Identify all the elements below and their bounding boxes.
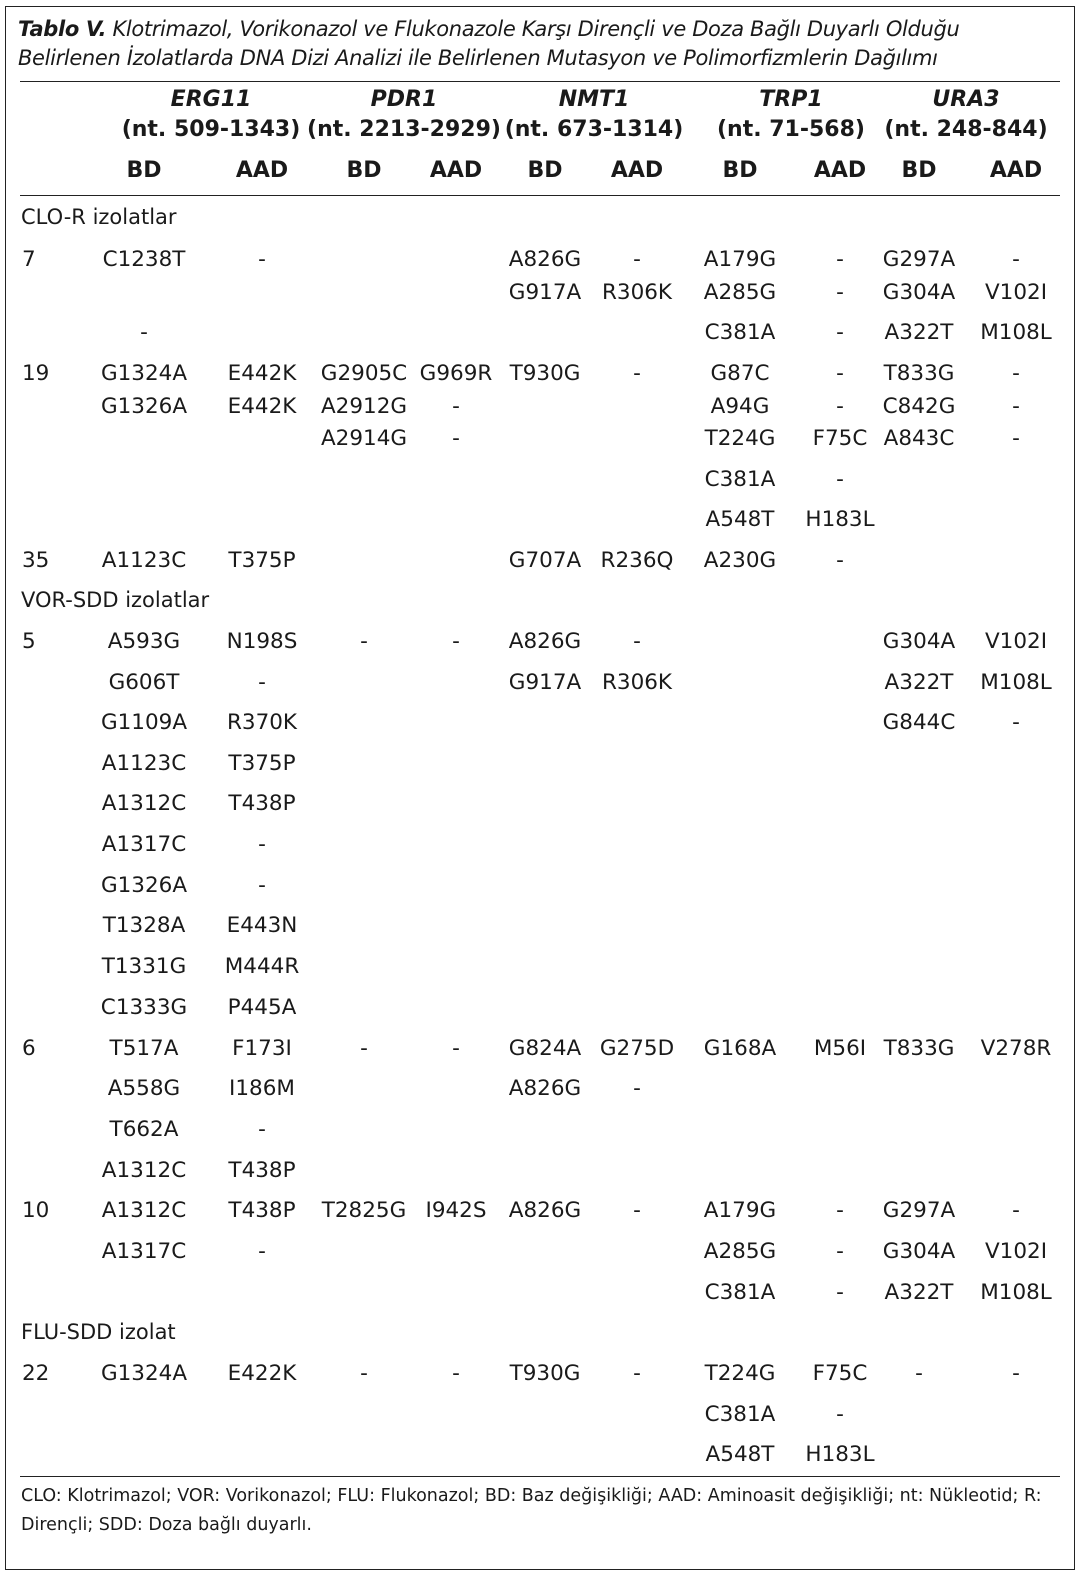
table-cell: A322T xyxy=(884,1280,954,1305)
table-cell: E443N xyxy=(226,913,298,938)
table-cell: - xyxy=(452,629,460,654)
table-cell: - xyxy=(1012,1361,1020,1386)
table-cell: T930G xyxy=(509,1361,581,1386)
section-label: CLO-R izolatlar xyxy=(21,205,177,229)
subheader-bd: BD xyxy=(126,158,162,183)
table-cell: A94G xyxy=(710,394,770,419)
table-cell: - xyxy=(633,629,641,654)
table-cell: A179G xyxy=(703,1198,777,1223)
table-cell: G304A xyxy=(882,1239,956,1264)
table-cell: - xyxy=(258,832,266,857)
table-cell: T930G xyxy=(509,361,581,386)
table-cell: G844C xyxy=(882,710,956,735)
table-cell: - xyxy=(1012,361,1020,386)
table-cell: G2905C xyxy=(320,361,408,386)
table-cell: - xyxy=(836,320,844,345)
table-cell: A593G xyxy=(107,629,181,654)
gene-header-nmt1 xyxy=(494,85,694,145)
table-cell: T1328A xyxy=(102,913,186,938)
table-cell: - xyxy=(836,361,844,386)
table-cell: T517A xyxy=(109,1036,179,1061)
table-cell: A1317C xyxy=(101,832,187,857)
table-cell: - xyxy=(1012,1198,1020,1223)
table-cell: M108L xyxy=(980,1280,1052,1305)
isolate-id: 6 xyxy=(22,1036,36,1061)
table-cell: G1109A xyxy=(100,710,188,735)
table-cell: A826G xyxy=(508,1076,582,1101)
gene-name: NMT1 xyxy=(558,87,630,112)
table-cell: A230G xyxy=(703,548,777,573)
table-cell: A826G xyxy=(508,247,582,272)
table-cell: C1333G xyxy=(100,995,188,1020)
table-cell: C381A xyxy=(704,1280,776,1305)
gene-name: TRP1 xyxy=(759,87,823,112)
table-cell: G917A xyxy=(508,670,582,695)
table-cell: A558G xyxy=(107,1076,181,1101)
subheader-aad: AAD xyxy=(429,158,483,183)
table-cell: G606T xyxy=(108,670,180,695)
table-cell: G917A xyxy=(508,280,582,305)
table-cell: G707A xyxy=(508,548,582,573)
table-cell: - xyxy=(633,247,641,272)
table-cell: V102I xyxy=(984,280,1048,305)
subheader-aad: AAD xyxy=(813,158,867,183)
subheader-bd: BD xyxy=(722,158,758,183)
table-cell: H183L xyxy=(805,507,875,532)
table-cell: - xyxy=(836,467,844,492)
table-cell: G1326A xyxy=(100,394,188,419)
table-cell: C381A xyxy=(704,1402,776,1427)
table-cell: C381A xyxy=(704,467,776,492)
gene-range: (nt. 509-1343) xyxy=(121,117,301,142)
table-cell: T438P xyxy=(228,1198,296,1223)
table-cell: R236Q xyxy=(600,548,674,573)
table-cell: C1238T xyxy=(102,247,186,272)
table-cell: A826G xyxy=(508,629,582,654)
table-cell: I186M xyxy=(229,1076,295,1101)
table-cell: E442K xyxy=(227,361,297,386)
table-footnote: CLO: Klotrimazol; VOR: Vorikonazol; FLU: Flukonazol; BD: Baz değişikliği; AAD: Aminoasit değişikliği; nt: Nükleotid; R: Dirençli; SDD: Doza bağlı duyarlı. xyxy=(21,1486,1042,1535)
table-cell: - xyxy=(258,873,266,898)
table-cell: A285G xyxy=(703,280,777,305)
table-cell: - xyxy=(836,1198,844,1223)
table-cell: I942S xyxy=(425,1198,487,1223)
isolate-id: 7 xyxy=(22,247,36,272)
table-cell: G168A xyxy=(703,1036,777,1061)
table-cell: P445A xyxy=(227,995,297,1020)
table-cell: A179G xyxy=(703,247,777,272)
gene-name: ERG11 xyxy=(170,87,252,112)
table-cell: - xyxy=(633,1361,641,1386)
table-cell: - xyxy=(836,247,844,272)
table-cell: - xyxy=(452,1361,460,1386)
bottom-rule xyxy=(20,1476,1060,1477)
section-label: VOR-SDD izolatlar xyxy=(21,588,210,612)
table-cell: - xyxy=(836,1239,844,1264)
table-cell: G1324A xyxy=(100,1361,188,1386)
table-cell: T438P xyxy=(228,1158,296,1183)
table-caption xyxy=(18,15,1064,73)
gene-header-trp1 xyxy=(691,85,891,145)
header-rule xyxy=(20,195,1060,196)
caption-label: Tablo V. xyxy=(18,17,107,41)
table-cell: T2825G xyxy=(321,1198,407,1223)
table-cell: G1324A xyxy=(100,361,188,386)
table-cell: - xyxy=(633,1198,641,1223)
table-cell: M108L xyxy=(980,670,1052,695)
caption-text: Klotrimazol, Vorikonazol ve Flukonazole Karşı Dirençli ve Doza Bağlı Duyarlı Olduğu Belirlenen İzolatlarda DNA Dizi Analizi ile Belirlenen Mutasyon ve Polimorfizmlerin Dağılımı xyxy=(18,17,960,70)
table-cell: A1312C xyxy=(101,1198,187,1223)
table-cell: - xyxy=(360,1361,368,1386)
gene-range: (nt. 71-568) xyxy=(717,117,865,142)
table-cell: C381A xyxy=(704,320,776,345)
table-cell: - xyxy=(452,426,460,451)
table-cell: G969R xyxy=(419,361,493,386)
table-cell: A548T xyxy=(705,507,775,532)
table-cell: R306K xyxy=(601,280,673,305)
gene-header-pdr1 xyxy=(304,85,504,145)
table-cell: - xyxy=(633,361,641,386)
table-cell: T438P xyxy=(228,791,296,816)
table-cell: - xyxy=(1012,247,1020,272)
table-cell: G87C xyxy=(710,361,770,386)
table-cell: - xyxy=(258,1239,266,1264)
isolate-id: 5 xyxy=(22,629,36,654)
table-cell: A2912G xyxy=(320,394,408,419)
table-cell: - xyxy=(836,1280,844,1305)
table-cell: - xyxy=(258,247,266,272)
table-cell: F75C xyxy=(812,426,868,451)
table-cell: V102I xyxy=(984,629,1048,654)
table-cell: A2914G xyxy=(320,426,408,451)
table-cell: A1123C xyxy=(101,751,187,776)
table-cell: N198S xyxy=(226,629,298,654)
table-cell: A322T xyxy=(884,670,954,695)
table-frame xyxy=(5,6,1075,1570)
table-cell: G1326A xyxy=(100,873,188,898)
gene-header-ura3 xyxy=(866,85,1066,145)
table-cell: - xyxy=(836,1402,844,1427)
table-cell: G275D xyxy=(599,1036,675,1061)
subheader-aad: AAD xyxy=(610,158,664,183)
table-cell: T224G xyxy=(704,1361,776,1386)
subheader-bd: BD xyxy=(901,158,937,183)
table-cell: A1123C xyxy=(101,548,187,573)
table-cell: - xyxy=(360,629,368,654)
table-cell: - xyxy=(258,670,266,695)
table-cell: T833G xyxy=(883,1036,955,1061)
table-cell: M56I xyxy=(813,1036,867,1061)
table-cell: E422K xyxy=(227,1361,297,1386)
table-cell: V102I xyxy=(984,1239,1048,1264)
isolate-id: 19 xyxy=(22,361,50,386)
table-cell: A285G xyxy=(703,1239,777,1264)
table-cell: A1312C xyxy=(101,791,187,816)
table-cell: M444R xyxy=(224,954,300,979)
table-cell: F75C xyxy=(812,1361,868,1386)
table-cell: T662A xyxy=(109,1117,179,1142)
gene-header-erg11 xyxy=(111,85,311,145)
table-cell: T224G xyxy=(704,426,776,451)
isolate-id: 22 xyxy=(22,1361,50,1386)
section-label: FLU-SDD izolat xyxy=(21,1320,176,1344)
table-cell: G297A xyxy=(882,247,956,272)
table-cell: - xyxy=(1012,426,1020,451)
table-cell: - xyxy=(836,548,844,573)
top-rule xyxy=(20,81,1060,82)
table-cell: G304A xyxy=(882,629,956,654)
table-cell: A1317C xyxy=(101,1239,187,1264)
table-cell: - xyxy=(140,320,148,345)
subheader-bd: BD xyxy=(346,158,382,183)
table-cell: T833G xyxy=(883,361,955,386)
table-cell: G304A xyxy=(882,280,956,305)
table-cell: - xyxy=(915,1361,923,1386)
gene-range: (nt. 248-844) xyxy=(884,117,1048,142)
table-cell: E442K xyxy=(227,394,297,419)
table-cell: - xyxy=(633,1076,641,1101)
table-cell: R370K xyxy=(226,710,298,735)
table-cell: M108L xyxy=(980,320,1052,345)
table-cell: - xyxy=(1012,710,1020,735)
table-cell: - xyxy=(1012,394,1020,419)
table-cell: H183L xyxy=(805,1442,875,1467)
isolate-id: 10 xyxy=(22,1198,50,1223)
isolate-id: 35 xyxy=(22,548,50,573)
table-cell: G297A xyxy=(882,1198,956,1223)
table-cell: T375P xyxy=(228,548,296,573)
gene-range: (nt. 2213-2929) xyxy=(307,117,501,142)
table-cell: A548T xyxy=(705,1442,775,1467)
subheader-aad: AAD xyxy=(989,158,1043,183)
table-cell: - xyxy=(452,394,460,419)
table-cell: A322T xyxy=(884,320,954,345)
gene-range: (nt. 673-1314) xyxy=(504,117,684,142)
table-cell: - xyxy=(452,1036,460,1061)
table-cell: - xyxy=(836,280,844,305)
table-cell: A826G xyxy=(508,1198,582,1223)
table-cell: A843C xyxy=(883,426,955,451)
table-cell: A1312C xyxy=(101,1158,187,1183)
table-cell: R306K xyxy=(601,670,673,695)
gene-name: PDR1 xyxy=(370,87,438,112)
table-cell: - xyxy=(258,1117,266,1142)
subheader-aad: AAD xyxy=(235,158,289,183)
table-cell: T1331G xyxy=(101,954,187,979)
table-cell: C842G xyxy=(882,394,956,419)
table-cell: F173I xyxy=(232,1036,292,1061)
table-cell: V278R xyxy=(980,1036,1052,1061)
subheader-bd: BD xyxy=(527,158,563,183)
table-cell: - xyxy=(836,394,844,419)
table-cell: G824A xyxy=(508,1036,582,1061)
gene-name: URA3 xyxy=(932,87,1000,112)
table-cell: - xyxy=(360,1036,368,1061)
table-cell: T375P xyxy=(228,751,296,776)
